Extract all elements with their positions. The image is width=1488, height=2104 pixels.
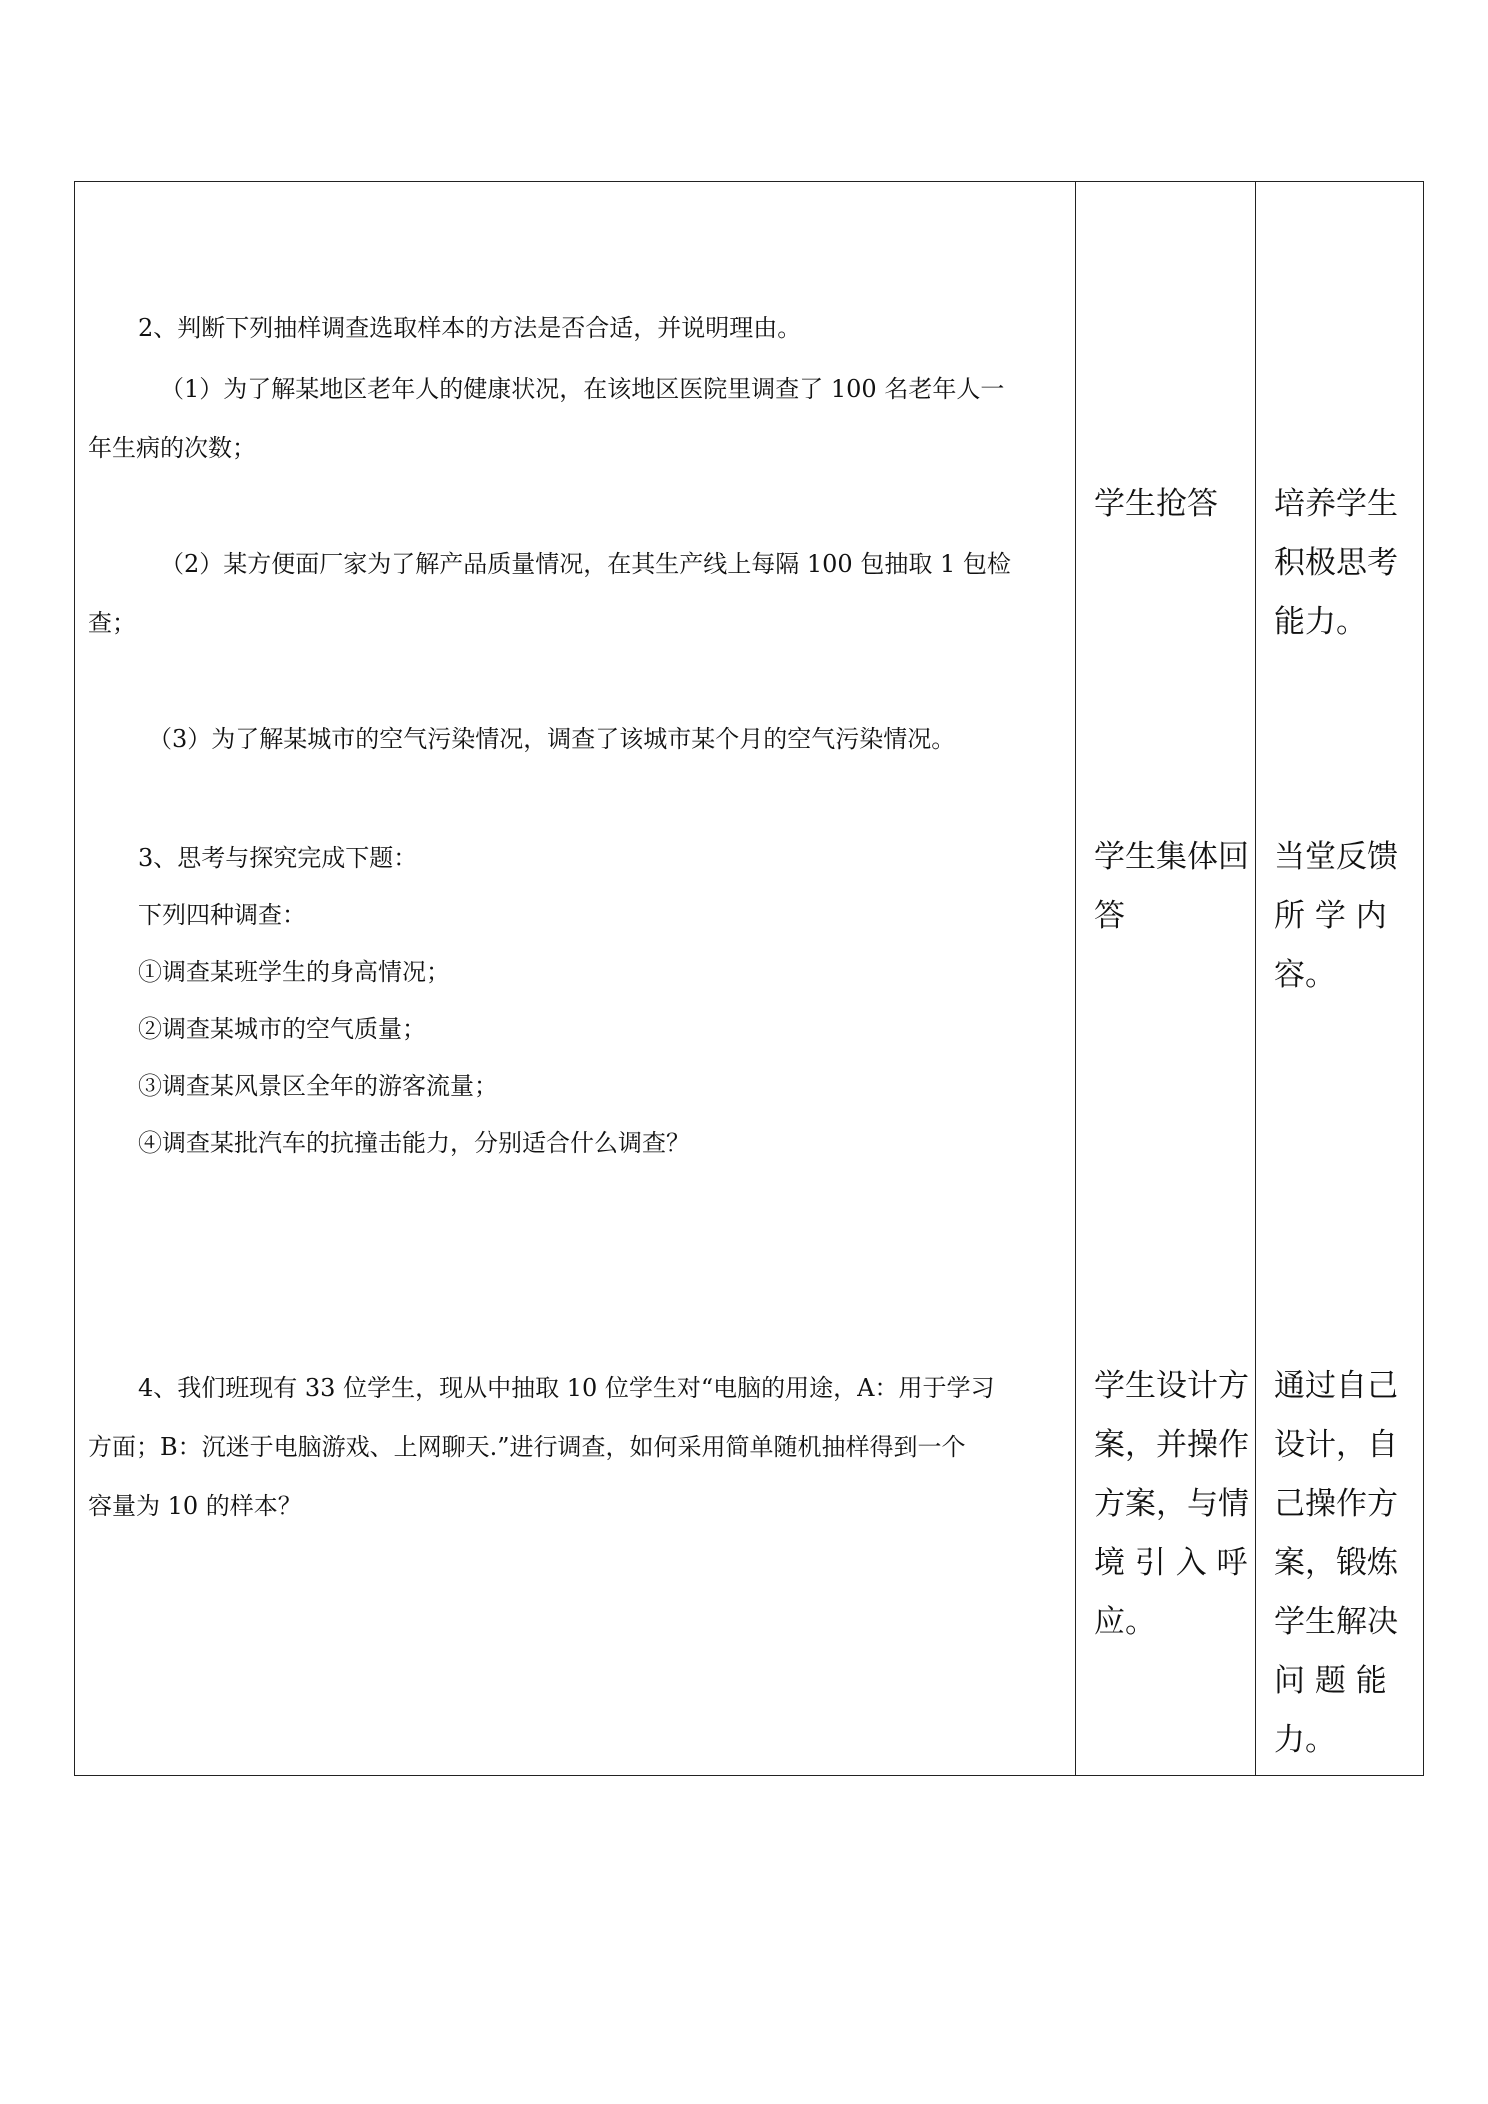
- q2-item3: （3）为了解某城市的空气污染情况，调查了该城市某个月的空气污染情况。: [148, 725, 956, 753]
- q2-item1-line2: 年生病的次数；: [88, 434, 256, 462]
- q2-item2-line2: 查；: [88, 609, 136, 637]
- intent-block-2: [1274, 828, 1398, 1005]
- activity-3-line-4: 境 引 入 呼: [1094, 1545, 1248, 1581]
- activity-block-1: [1094, 475, 1218, 534]
- intent-3-line-4: 案，锻炼: [1274, 1545, 1398, 1581]
- activity-2-line-1: 学生集体回: [1094, 839, 1249, 875]
- intent-3-line-2: 设计，自: [1274, 1427, 1398, 1463]
- q3-item-2: ②调查某城市的空气质量；: [138, 1015, 426, 1043]
- q3-item-3: ③调查某风景区全年的游客流量；: [138, 1072, 498, 1100]
- column-divider-1: [1075, 182, 1076, 1775]
- q2-item2-line1: （2）某方便面厂家为了解产品质量情况，在其生产线上每隔 100 包抽取 1 包检: [160, 550, 1011, 578]
- intent-2-line-1: 当堂反馈: [1274, 839, 1398, 875]
- activity-block-2: [1094, 828, 1249, 946]
- activity-3-line-3: 方案，与情: [1094, 1486, 1249, 1522]
- q4-line3: 容量为 10 的样本？: [88, 1492, 302, 1520]
- q3-intro: 下列四种调查：: [138, 901, 306, 929]
- intent-3-line-1: 通过自己: [1274, 1368, 1398, 1404]
- q3-heading: 3、思考与探究完成下题：: [138, 844, 418, 872]
- intent-block-1: [1274, 475, 1398, 652]
- activity-2-line-2: 答: [1094, 898, 1125, 934]
- q2-heading: 2、判断下列抽样调查选取样本的方法是否合适，并说明理由。: [138, 314, 802, 342]
- activity-3-line-2: 案，并操作: [1094, 1427, 1249, 1463]
- activity-3-line-5: 应。: [1094, 1604, 1156, 1640]
- q4-line1: 4、我们班现有 33 位学生，现从中抽取 10 位学生对“电脑的用途，A：用于学习: [138, 1374, 995, 1402]
- intent-3-line-6: 问 题 能: [1274, 1663, 1387, 1699]
- intent-3-line-7: 力。: [1274, 1722, 1336, 1758]
- activity-1-line-1: 学生抢答: [1094, 486, 1218, 522]
- q2-item1-line1: （1）为了解某地区老年人的健康状况，在该地区医院里调查了 100 名老年人一: [160, 375, 1005, 403]
- intent-block-3: [1274, 1357, 1398, 1770]
- intent-3-line-3: 己操作方: [1274, 1486, 1398, 1522]
- intent-2-line-3: 容。: [1274, 957, 1336, 993]
- intent-3-line-5: 学生解决: [1274, 1604, 1398, 1640]
- intent-1-line-1: 培养学生: [1274, 486, 1398, 522]
- column-divider-2: [1255, 182, 1256, 1775]
- intent-1-line-2: 积极思考: [1274, 545, 1398, 581]
- q3-item-4: ④调查某批汽车的抗撞击能力，分别适合什么调查？: [138, 1129, 690, 1157]
- q4-line2: 方面；B：沉迷于电脑游戏、上网聊天.”进行调查，如何采用简单随机抽样得到一个: [88, 1433, 966, 1461]
- activity-3-line-1: 学生设计方: [1094, 1368, 1249, 1404]
- intent-1-line-3: 能力。: [1274, 604, 1367, 640]
- q3-item-1: ①调查某班学生的身高情况；: [138, 958, 450, 986]
- activity-block-3: [1094, 1357, 1249, 1652]
- intent-2-line-2: 所 学 内: [1274, 898, 1387, 934]
